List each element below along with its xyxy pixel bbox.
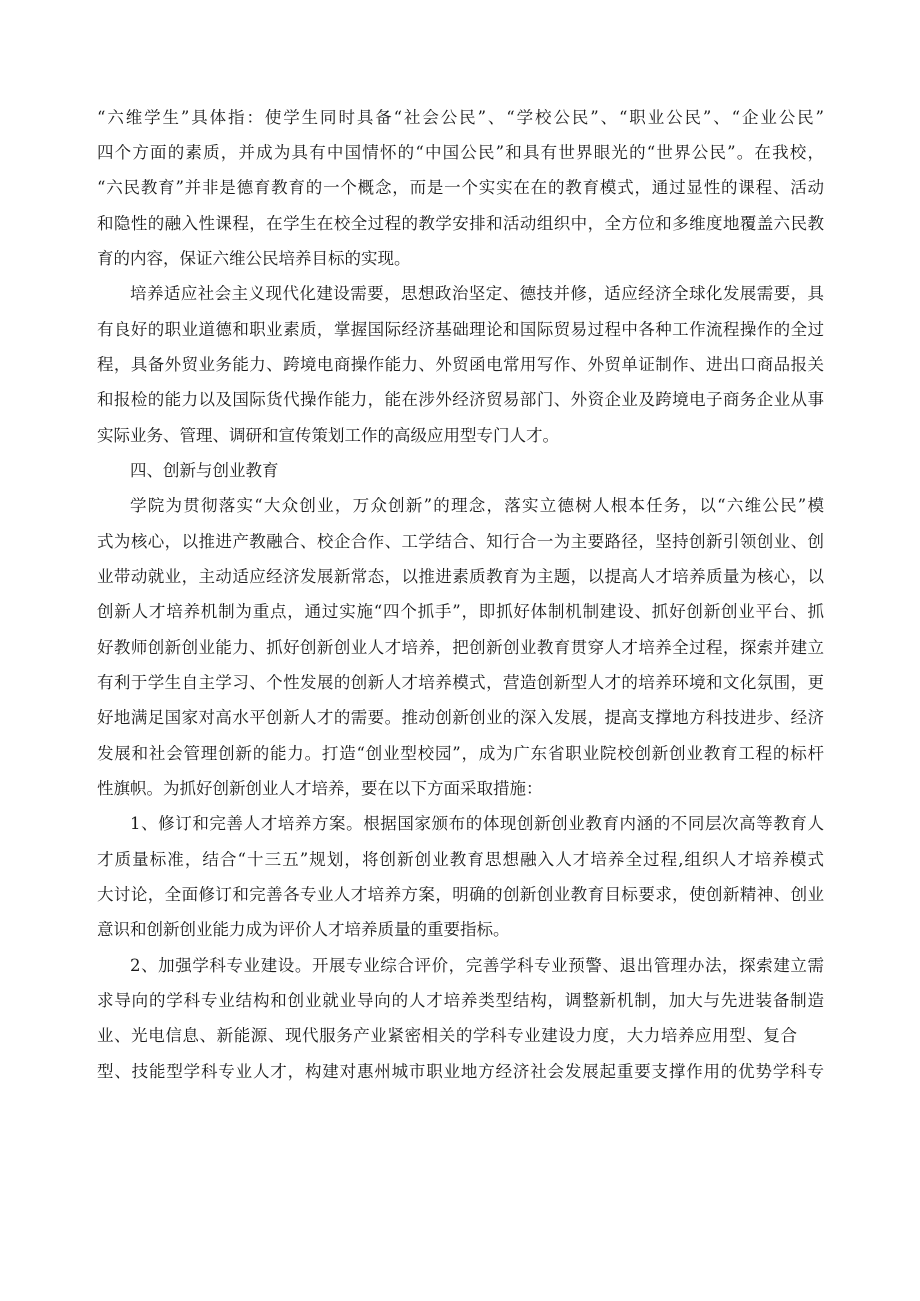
text-line: 和报检的能力以及国际货代操作能力，能在涉外经济贸易部门、外资企业及跨境电子商务企业从事 <box>97 390 824 409</box>
text-line: 意识和创新创业能力成为评价人才培养质量的重要指标。 <box>97 920 510 939</box>
text-line: 学院为贯彻落实“大众创业，万众创新”的理念，落实立德树人根本任务，以“六维公民”模 <box>130 496 824 515</box>
text-line: 2、加强学科专业建设。开展专业综合评价，完善学科专业预警、退出管理办法，探索建立需 <box>130 956 824 975</box>
text-line: 有良好的职业道德和职业素质，掌握国际经济基础理论和国际贸易过程中各种工作流程操作的全过 <box>97 320 824 339</box>
text-line: 性旗帜。为抓好创新创业人才培养，要在以下方面采取措施： <box>97 779 543 798</box>
text-line: 发展和社会管理创新的能力。打造“创业型校园”，成为广东省职业院校创新创业教育工程的标杆 <box>97 744 824 763</box>
text-line: 培养适应社会主义现代化建设需要，思想政治坚定、德技并修，适应经济全球化发展需要，具 <box>130 284 824 303</box>
section-heading: 四、创新与创业教育 <box>130 461 279 480</box>
text-line: 和隐性的融入性课程，在学生在校全过程的教学安排和活动组织中，全方位和多维度地覆盖六民教 <box>97 214 824 233</box>
text-line: “六民教育”并非是德育教育的一个概念，而是一个实实在在的教育模式，通过显性的课程、活动 <box>97 178 824 197</box>
text-line: 业带动就业，主动适应经济发展新常态，以推进素质教育为主题，以提高人才培养质量为核心，以 <box>97 567 824 586</box>
text-line: 创新人才培养机制为重点，通过实施“四个抓手”，即抓好体制机制建设、抓好创新创业平台、抓 <box>97 602 824 621</box>
text-line: 好教师创新创业能力、抓好创新创业人才培养，把创新创业教育贯穿人才培养全过程，探索并建立 <box>97 638 824 657</box>
text-line: 型、技能型学科专业人才，构建对惠州城市职业地方经济社会发展起重要支撑作用的优势学科专 <box>97 1062 824 1081</box>
text-line: 1、修订和完善人才培养方案。根据国家颁布的体现创新创业教育内涵的不同层次高等教育人 <box>130 814 824 833</box>
text-line: 实际业务、管理、调研和宣传策划工作的高级应用型专门人才。 <box>97 426 559 445</box>
text-line: 求导向的学科专业结构和创业就业导向的人才培养类型结构，调整新机制，加大与先进装备制造 <box>97 991 824 1010</box>
text-line: 有利于学生自主学习、个性发展的创新人才培养模式，营造创新型人才的培养环境和文化氛围，更 <box>97 673 824 692</box>
text-line: 育的内容，保证六维公民培养目标的实现。 <box>97 249 411 268</box>
text-line: 才质量标准，结合“十三五”规划，将创新创业教育思想融入人才培养全过程,组织人才培养模式 <box>97 850 824 869</box>
text-line: “六维学生”具体指：使学生同时具备“社会公民”、“学校公民”、“职业公民”、“企业公民” <box>97 108 824 127</box>
text-line: 大讨论，全面修订和完善各专业人才培养方案，明确的创新创业教育目标要求，使创新精神、创业 <box>97 885 824 904</box>
text-line: 式为核心，以推进产教融合、校企合作、工学结合、知行合一为主要路径，坚持创新引领创业、创 <box>97 532 824 551</box>
text-line: 好地满足国家对高水平创新人才的需要。推动创新创业的深入发展，提高支撑地方科技进步、经济 <box>97 708 824 727</box>
text-line: 程，具备外贸业务能力、跨境电商操作能力、外贸函电常用写作、外贸单证制作、进出口商品报关 <box>97 355 824 374</box>
text-line: 四个方面的素质，并成为具有中国情怀的“中国公民”和具有世界眼光的“世界公民”。在我校， <box>97 143 824 162</box>
text-line: 业、光电信息、新能源、现代服务产业紧密相关的学科专业建设力度，大力培养应用型、复合 <box>97 1026 797 1045</box>
